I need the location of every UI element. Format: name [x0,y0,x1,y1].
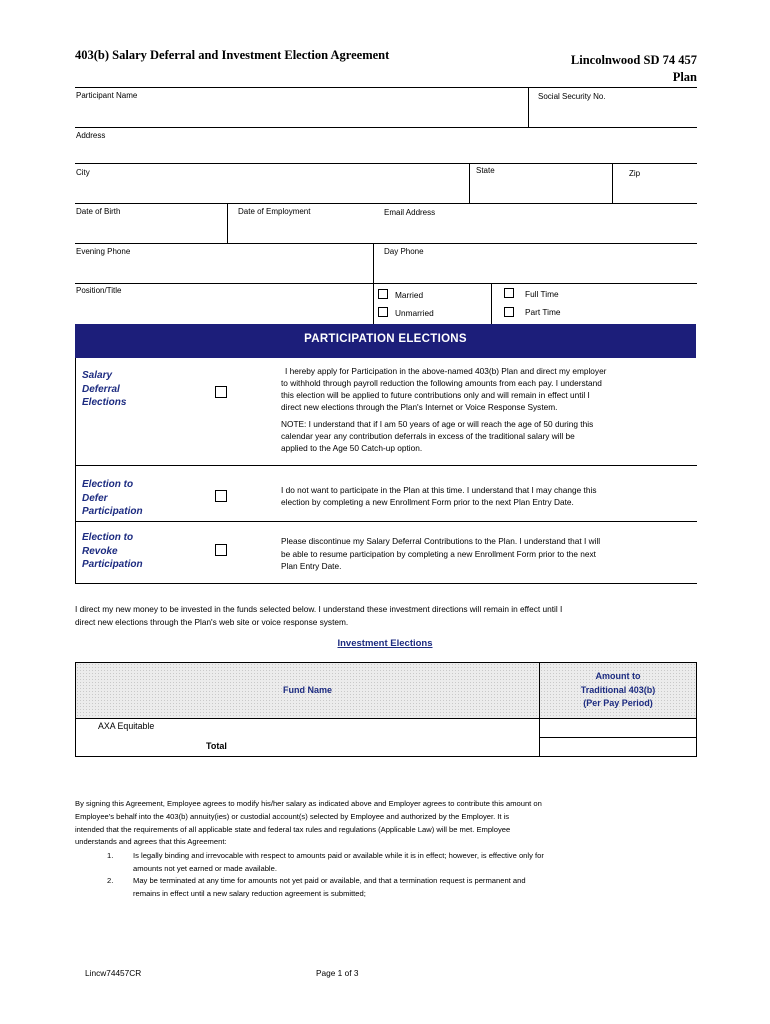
state-field[interactable] [470,164,612,202]
zip-label: Zip [629,169,641,178]
zip-field[interactable] [613,164,697,202]
address-field[interactable] [75,128,697,163]
part-time-label: Part Time [525,307,561,317]
defer-participation-text: I do not want to participate in the Plan at this time. I understand that I may change this election by completing a new Enrollment Form prior to the next Plan Entry Date. [281,485,597,507]
agreement-item-2: 2. May be terminated at any time for amounts not yet paid or available, and that a termination request is permanent and remains in effect until a new salary reduction agreement is submitted; [107,876,526,898]
fund-row-name: AXA Equitable [98,721,155,731]
form-id: Lincw74457CR [85,968,142,978]
total-row [76,738,540,756]
fund-name-header [76,663,540,719]
fund-row [76,719,540,738]
salary-deferral-checkbox[interactable] [215,386,227,398]
investment-intro: I direct my new money to be invested in the funds selected below. I understand these investment directions will remain in effect until I direct new elections through the Plan's web site or voice response system. [75,604,563,627]
fund-name-header-label: Fund Name [282,685,332,695]
email-label: Email Address [384,208,436,217]
state-label: State [476,166,495,175]
agreement-list [75,850,697,900]
date-of-employment-field[interactable] [228,204,374,243]
full-time-label: Full Time [525,289,559,299]
ssn-label: Social Security No. [538,92,606,101]
full-time-checkbox[interactable] [504,288,514,298]
amount-header-line3: (Per Pay Period) [583,698,653,708]
address-label: Address [76,131,106,140]
salary-deferral-text: I hereby apply for Participation in the above-named 403(b) Plan and direct my employer to withhold through payroll reduction the following amounts from each pay. I understand this election will be applied to future contributions only and will remain in effect until I direct new elections through the Plan's Internet or Voice Response System. NOTE: I understand that if I am 50 years of age or will reach the age of 50 during this calendar year any contribution deferrals in excess of the traditional salary will be applied to the Age 50 Catch-up option. [281,366,607,453]
plan-name: Lincolnwood SD 74 457 [570,53,697,67]
amount-header-line1: Amount to [595,671,641,681]
total-amount-field[interactable] [540,738,696,756]
ssn-field[interactable] [529,88,697,127]
part-time-checkbox[interactable] [504,307,514,317]
defer-participation-checkbox[interactable] [215,490,227,502]
dob-field[interactable] [75,204,227,243]
married-label: Married [395,290,424,300]
evening-phone-label: Evening Phone [76,247,131,256]
agreement-text: By signing this Agreement, Employee agrees to modify his/her salary as indicated above and Employer agrees to contribute this amount on Employee's behalf into the 403(b) annuity(ies) or custodial account(s) selected by Employee and authorized by the Employer. It is intended that the requirements of all applicable state and federal tax rules and regulations (Applicable Law) will be met. Employee understands and agrees that this Agreement: [75,799,542,847]
investment-table [75,662,697,757]
defer-participation-heading: Election to Defer Participation [82,479,143,517]
plan-suffix: Plan [672,70,697,84]
revoke-participation-text: Please discontinue my Salary Deferral Contributions to the Plan. I understand that I will be able to resume participation by completing a new Enrollment Form prior to the next Plan Entry Date. [281,536,601,571]
city-field[interactable] [75,164,469,202]
revoke-participation-heading: Election to Revoke Participation [82,532,143,570]
married-checkbox[interactable] [378,289,388,299]
amount-header [540,663,696,719]
participation-elections-banner: PARTICIPATION ELECTIONS [75,324,696,358]
total-label: Total [206,741,227,751]
participant-name-field[interactable] [75,88,528,127]
position-field[interactable] [75,284,373,324]
page-number: Page 1 of 3 [316,968,359,978]
revoke-participation-checkbox[interactable] [215,544,227,556]
fund-row-amount-input[interactable] [540,719,696,738]
salary-deferral-heading: Salary Deferral Elections [82,370,127,408]
investment-elections-heading: Investment Elections [337,638,433,649]
unmarried-label: Unmarried [395,308,434,318]
participant-name-label: Participant Name [76,91,138,100]
form-title: 403(b) Salary Deferral and Investment Election Agreement [75,48,390,62]
amount-header-line2: Traditional 403(b) [580,684,656,695]
day-phone-label: Day Phone [384,247,424,256]
agreement-item-1: 1. Is legally binding and irrevocable with respect to amounts paid or available while it is in effect; however, is effective only for amounts not yet earned or made available. [107,851,544,873]
unmarried-checkbox[interactable] [378,307,388,317]
city-label: City [76,168,90,177]
day-phone-field[interactable] [374,244,697,283]
position-label: Position/Title [76,286,122,295]
email-field[interactable] [374,204,697,243]
date-of-employment-label: Date of Employment [238,207,311,216]
dob-label: Date of Birth [76,207,121,216]
evening-phone-field[interactable] [75,244,373,283]
